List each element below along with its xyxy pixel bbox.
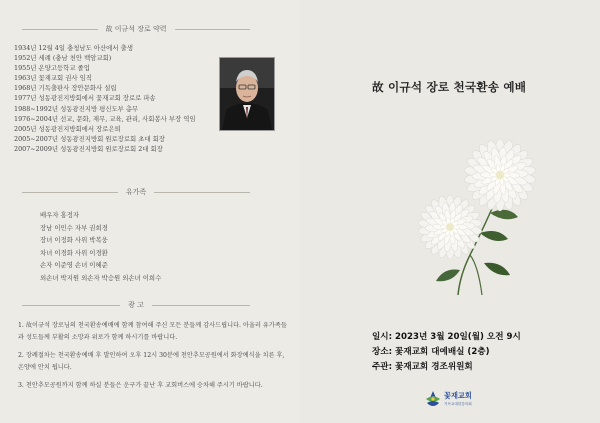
service-info — [372, 330, 521, 375]
family-heading-label: 유가족 — [125, 188, 147, 196]
portrait-photo — [219, 57, 275, 131]
family-member: 외손녀 박지원 외손자 박승원 외손녀 이희수 — [40, 273, 162, 282]
career-item: 2007~2009년 성동광진지방회 원로장로회 2대 회장 — [14, 144, 163, 153]
flower-drawing — [410, 135, 540, 300]
career-item: 1988~1992년 성동광진지방 평신도부 총무 — [14, 104, 139, 113]
portrait-image — [220, 58, 274, 130]
career-item: 1976~2004년 선교, 문화, 재무, 교육, 관리, 사회봉사 부장 역임 — [14, 114, 196, 123]
family-member: 배우자 홍정자 — [40, 211, 80, 219]
career-item: 1977년 성동광진지방회에서 꽃재교회 장로로 파송 — [14, 94, 156, 103]
notice-item: 1. 故이규석 장로님의 천국환송예배에 함께 참여해 주신 모든 분들께 감사드립니다. 아울러 유가족들과 성도들께 부활의 소망과 위로가 함께 하시기를 바랍니다. — [18, 322, 287, 341]
family-member: 장남 이민수 자부 권희경 — [40, 223, 108, 232]
family-heading — [22, 187, 250, 197]
flower-center — [446, 223, 454, 231]
divider — [152, 305, 250, 306]
career-item: 1968년 기독출판사 장안문화사 설립 — [14, 84, 117, 93]
career-list — [14, 43, 224, 154]
church-logo — [424, 390, 472, 410]
career-heading-label: 故 이규석 장로 약력 — [105, 25, 167, 33]
divider — [22, 29, 98, 30]
divider — [22, 305, 120, 306]
career-item: 2005~2007년 성동광진지방회 원로장로회 초대 회장 — [14, 134, 165, 143]
family-member: 차녀 이경화 사위 이경환 — [40, 248, 108, 257]
service-title: 故 이규석 장로 천국환송 예배 — [372, 80, 527, 94]
career-item: 2005년 성동광진지방회에서 장로은퇴 — [14, 124, 121, 133]
family-member: 손자 이준영 손녀 이혜준 — [40, 261, 108, 269]
family-list — [40, 209, 161, 284]
divider — [175, 29, 251, 30]
notice-heading — [22, 300, 250, 310]
logo-text — [444, 392, 472, 408]
career-item: 1955년 온양고등학교 졸업 — [14, 64, 90, 73]
career-item: 1952년 세례 (충남 천안 백암교회) — [14, 54, 112, 63]
notice-item: 3. 천안추모공원까지 함께 하실 분들은 운구가 끝난 후 교회버스에 승차해 주시기 바랍니다. — [18, 382, 263, 389]
service-datetime: 일시: 2023년 3월 20일(월) 오전 9시 — [372, 332, 521, 342]
family-member: 장녀 이정화 사위 박복웅 — [40, 236, 108, 244]
career-item: 1934년 12월 4일 충청남도 아산에서 출생 — [14, 44, 133, 52]
white-chrysanthemum-illustration — [410, 135, 540, 300]
service-place: 장소: 꽃재교회 대예배실 (2층) — [372, 347, 490, 357]
career-heading — [22, 24, 250, 34]
notice-item: 2. 장례절차는 천국환송예배 후 발인하여 오후 12시 30분에 천안추모공원에서 화장예식을 치른 후,온양에 안치 됩니다. — [18, 352, 285, 371]
logo-subtitle: 기독교대한감리회 — [444, 402, 472, 406]
career-item: 1963년 꽃재교회 권사 임직 — [14, 74, 92, 83]
notice-list — [18, 320, 290, 398]
divider — [154, 192, 250, 193]
logo-name: 꽃재교회 — [444, 391, 472, 400]
notice-heading-label: 광 고 — [128, 301, 144, 309]
service-host: 주관: 꽃재교회 경조위원회 — [372, 362, 473, 372]
right-panel — [300, 0, 600, 423]
flower-center — [496, 171, 505, 180]
church-logo-icon — [424, 390, 442, 410]
divider — [22, 192, 118, 193]
